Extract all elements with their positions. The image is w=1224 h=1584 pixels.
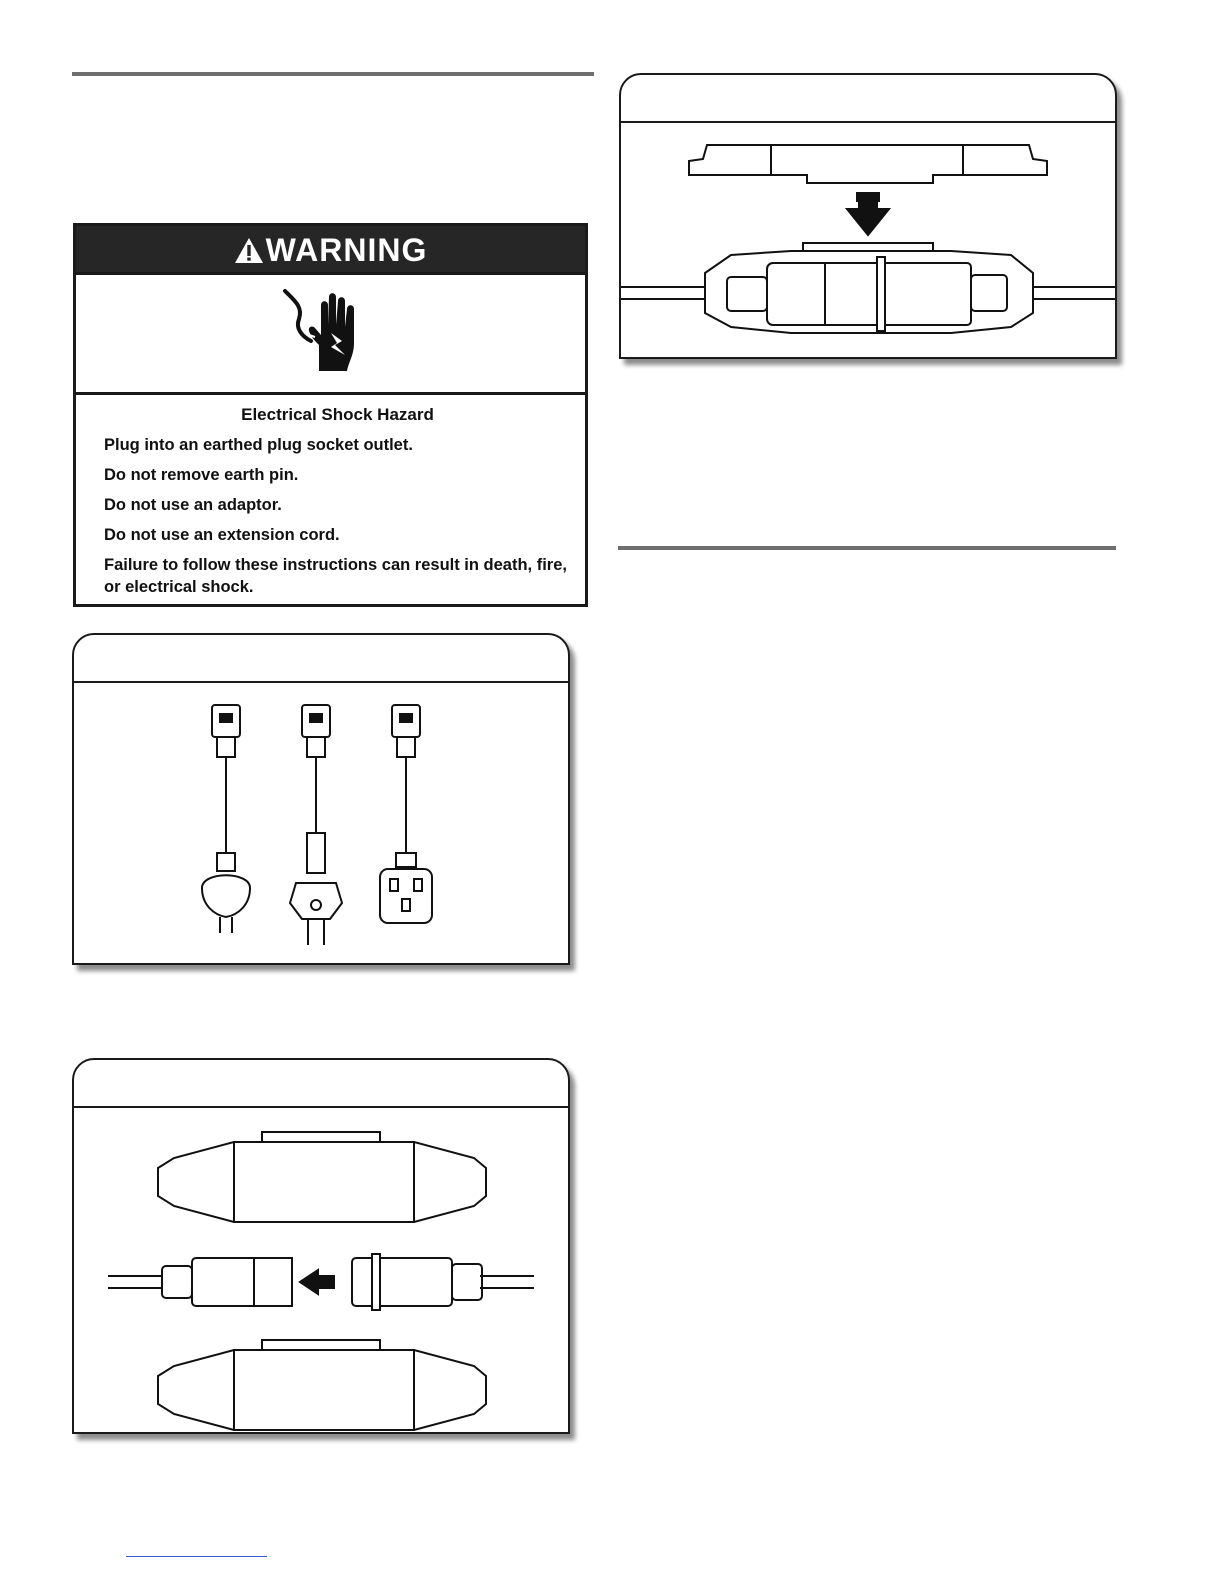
alert-triangle-icon bbox=[234, 229, 264, 277]
warning-line: Do not use an extension cord. bbox=[104, 526, 340, 544]
warning-signal-word: WARNING bbox=[265, 232, 428, 268]
figure-tab bbox=[74, 635, 568, 683]
electric-shock-hand-icon bbox=[279, 285, 371, 375]
hazard-title: Electrical Shock Hazard bbox=[241, 405, 434, 424]
section-rule-top-left bbox=[72, 72, 594, 76]
warning-line: Plug into an earthed plug socket outlet. bbox=[104, 436, 413, 454]
footer-link-underline[interactable] bbox=[126, 1556, 267, 1557]
cord-connector-housing-open-illustration bbox=[74, 1108, 568, 1432]
warning-header bbox=[76, 226, 585, 272]
figure-power-cords bbox=[72, 633, 570, 965]
section-rule-right bbox=[618, 546, 1116, 550]
warning-line: Do not use an adaptor. bbox=[104, 496, 282, 514]
warning-box bbox=[73, 223, 588, 607]
figure-connector-close bbox=[619, 73, 1117, 359]
figure-connector-open bbox=[72, 1058, 570, 1434]
warning-line: Do not remove earth pin. bbox=[104, 466, 299, 484]
figure-tab bbox=[74, 1060, 568, 1108]
figure-tab bbox=[621, 75, 1115, 123]
warning-graphic bbox=[76, 272, 585, 395]
cord-connector-housing-close-illustration bbox=[621, 123, 1115, 357]
warning-body bbox=[76, 395, 585, 598]
power-cord-variants-illustration bbox=[74, 683, 568, 963]
warning-line: Failure to follow these instructions can result in death, fire, or electrical shock. bbox=[104, 556, 567, 596]
